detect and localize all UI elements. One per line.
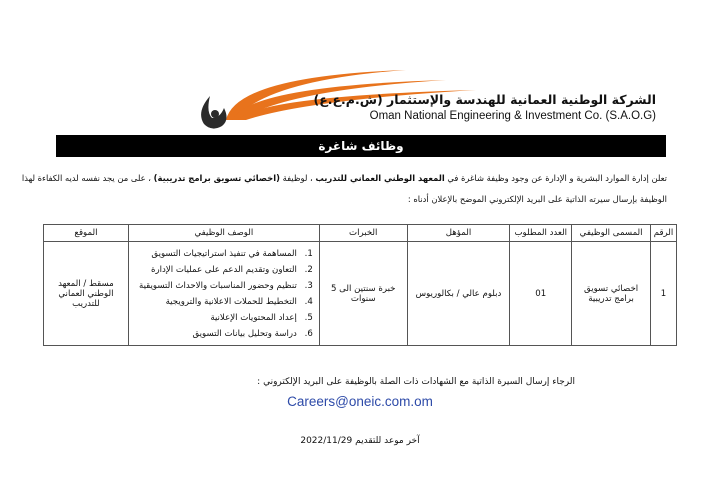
cell-num: 1 [651,242,677,346]
job-title-highlight: (اخصائي تسويق برامج تدريبية) [153,173,280,183]
header-job-title: المسمى الوظيفي [572,225,651,242]
table-row [44,242,677,346]
header-description: الوصف الوظيفي [128,225,319,242]
intro-paragraph-line2: الوظيفة بإرسال سيرته الذاتية على البريد الإلكتروني الموضح بالإعلان أدناه : [407,194,667,204]
intro-text: ، لوظيفة [279,173,316,183]
list-item: 5.إعداد المحتويات الإعلانية [210,312,313,323]
institute-name: المعهد الوطني العماني للتدريب [315,173,445,183]
vacancies-banner: وظائف شاغرة [56,135,666,157]
intro-text: ، على من يجد نفسه لديه الكفاءة لهذا [21,173,154,183]
cell-count: 01 [510,242,572,346]
list-item: 4.التخطيط للحملات الاعلانية والترويجية [165,296,313,307]
header-experience: الخبرات [319,225,407,242]
header-num: الرقم [651,225,677,242]
header-location: الموقع [44,225,129,242]
company-name-english: Oman National Engineering & Investment Co. (S.A.O.G) [369,110,656,122]
list-item: 1.المساهمة في تنفيذ استراتيجيات التسويق [151,248,313,259]
list-item: 2.التعاون وتقديم الدعم على عمليات الإدارة [150,264,313,275]
cell-experience: خبرة سنتين الى 5 سنوات [319,242,407,346]
application-note: الرجاء إرسال السيرة الذاتية مع الشهادات ذات الصلة بالوظيفة على البريد الإلكتروني : [257,377,575,387]
cell-location: مسقط / المعهد الوطني العماني للتدريب [44,242,129,346]
cell-description [128,242,319,346]
duties-list [135,246,313,342]
company-name-arabic: الشركة الوطنية العمانية للهندسة والإستثمار (ش.م.ع.ع) [313,92,656,107]
careers-email-link[interactable]: Careers@oneic.com.om [287,394,433,409]
company-logo [196,62,656,132]
cell-job-title: اخصائي تسويق برامج تدريبية [572,242,651,346]
list-item: 3.تنظيم وحضور المناسبات والاحداث التسويقية [138,280,313,291]
intro-text: تعلن إدارة الموارد البشرية و الإدارة عن وجود وظيفة شاغرة في [444,173,667,183]
deadline-text: آخر موعد للتقديم 2022/11/29 [300,436,420,446]
header-qualification: المؤهل [407,225,510,242]
intro-paragraph-line1 [21,173,667,183]
header-count: العدد المطلوب [510,225,572,242]
cell-qualification: دبلوم عالي / بكالوريوس [407,242,510,346]
vacancy-table [43,224,677,346]
list-item: 6.دراسة وتحليل بيانات التسويق [192,328,313,339]
table-header-row [44,225,677,242]
